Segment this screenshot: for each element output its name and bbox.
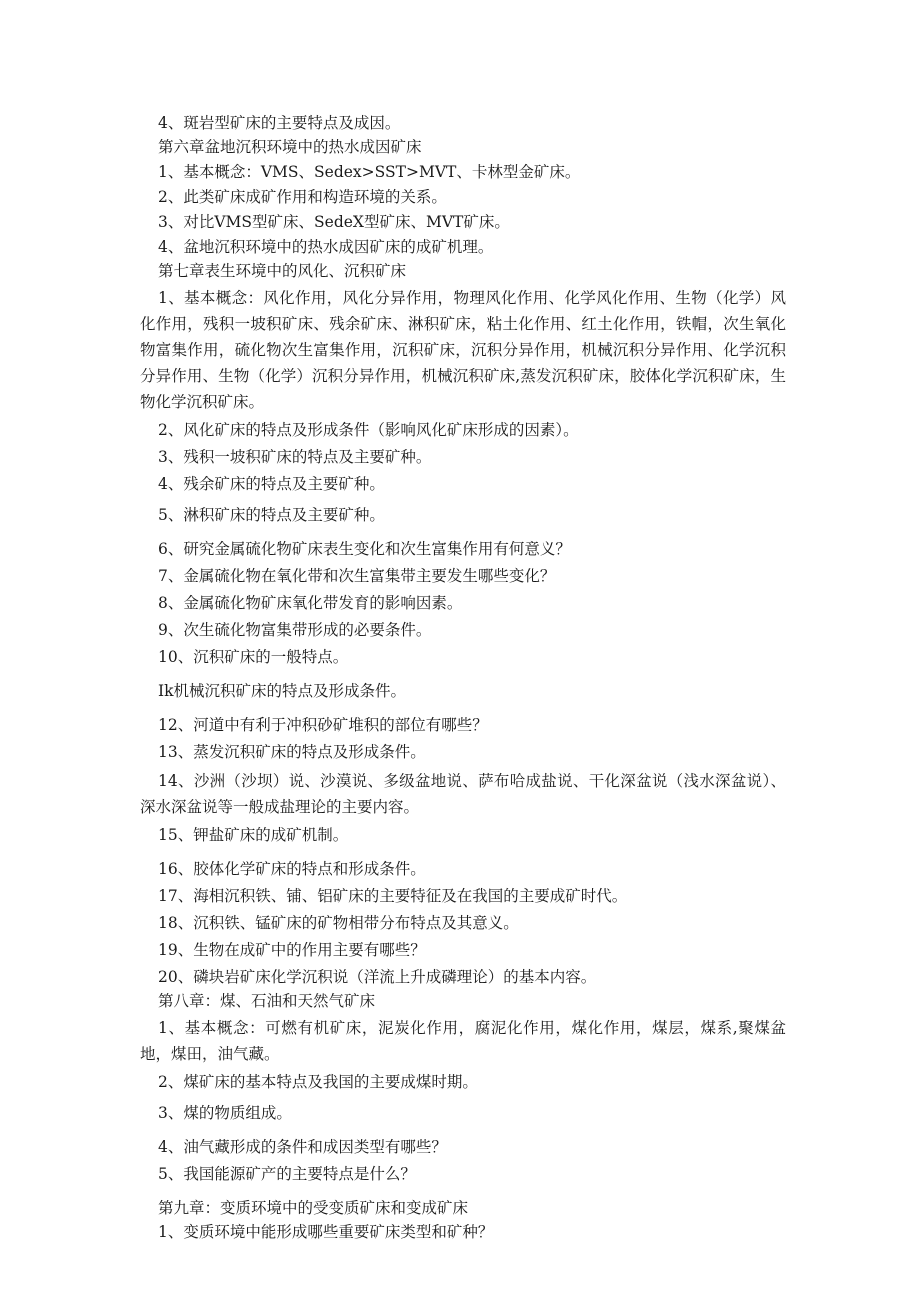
ch7-question-15: 15、钾盐矿床的成矿机制。 — [158, 826, 349, 844]
ch7-question-9: 9、次生硫化物富集带形成的必要条件。 — [158, 621, 432, 639]
ch7-question-16: 16、胶体化学矿床的特点和形成条件。 — [158, 860, 426, 878]
ch7-question-7: 7、金属硫化物在氧化带和次生富集带主要发生哪些变化？ — [158, 567, 556, 585]
ch8-question-2: 2、煤矿床的基本特点及我国的主要成煤时期。 — [158, 1073, 478, 1091]
question-4-porphyry: 4、斑岩型矿床的主要特点及成因。 — [158, 114, 401, 132]
ch7-question-13: 13、蒸发沉积矿床的特点及形成条件。 — [158, 743, 426, 761]
ch6-question-2: 2、此类矿床成矿作用和构造环境的关系。 — [158, 188, 447, 206]
ch6-question-3: 3、对比VMS型矿床、SedeX型矿床、MVT矿床。 — [158, 213, 510, 231]
ch7-question-4: 4、残余矿床的特点及主要矿种。 — [158, 475, 385, 493]
ch7-question-14: 14、沙洲（沙坝）说、沙漠说、多级盆地说、萨布哈成盐说、干化深盆说（浅水深盆说）、深水深盆说等一般成盐理论的主要内容。 — [140, 772, 786, 816]
ch7-question-17: 17、海相沉积铁、铺、铝矿床的主要特征及在我国的主要成矿时代。 — [158, 887, 628, 905]
ch7-question-2: 2、风化矿床的特点及形成条件（影响风化矿床形成的因素）。 — [158, 421, 579, 439]
ch8-question-1: 1、基本概念：可燃有机矿床，泥炭化作用，腐泥化作用，煤化作用，煤层，煤系,聚煤盆地，煤田，油气藏。 — [140, 1019, 786, 1063]
chapter-7-heading: 第七章表生环境中的风化、沉积矿床 — [158, 262, 407, 280]
ch7-question-12: 12、河道中有利于冲积砂矿堆积的部位有哪些？ — [158, 716, 488, 734]
document-page — [140, 112, 786, 1244]
ch8-question-3: 3、煤的物质组成。 — [158, 1104, 292, 1122]
ch7-question-11: Ik机械沉积矿床的特点及形成条件。 — [158, 682, 407, 700]
ch6-question-4: 4、盆地沉积环境中的热水成因矿床的成矿机理。 — [158, 238, 494, 256]
ch7-question-20: 20、磷块岩矿床化学沉积说（洋流上升成磷理论）的基本内容。 — [158, 968, 597, 986]
chapter-9-heading: 第九章：变质环境中的受变质矿床和变成矿床 — [158, 1199, 469, 1217]
ch9-question-1: 1、变质环境中能形成哪些重要矿床类型和矿种？ — [158, 1223, 494, 1241]
ch8-question-4: 4、油气藏形成的条件和成因类型有哪些？ — [158, 1138, 447, 1156]
ch7-question-10: 10、沉积矿床的一般特点。 — [158, 648, 349, 666]
ch6-question-1: 1、基本概念：VMS、Sedex>SST>MVT、卡林型金矿床。 — [158, 163, 581, 181]
ch8-question-5: 5、我国能源矿产的主要特点是什么？ — [158, 1165, 416, 1183]
ch7-question-18: 18、沉积铁、锰矿床的矿物相带分布特点及其意义。 — [158, 914, 519, 932]
chapter-6-heading: 第六章盆地沉积环境中的热水成因矿床 — [158, 138, 422, 156]
ch7-question-5: 5、淋积矿床的特点及主要矿种。 — [158, 506, 385, 524]
ch7-question-3: 3、残积一坡积矿床的特点及主要矿种。 — [158, 448, 432, 466]
ch7-question-6: 6、研究金属硫化物矿床表生变化和次生富集作用有何意义？ — [158, 540, 571, 558]
chapter-8-heading: 第八章：煤、石油和天然气矿床 — [158, 992, 376, 1010]
ch7-question-19: 19、生物在成矿中的作用主要有哪些？ — [158, 941, 426, 959]
ch7-question-8: 8、金属硫化物矿床氧化带发育的影响因素。 — [158, 594, 463, 612]
ch7-question-1: 1、基本概念：风化作用，风化分异作用，物理风化作用、化学风化作用、生物（化学）风化作用，残积一坡积矿床、残余矿床、淋积矿床，粘土化作用、红土化作用，铁帽，次生氧化物富集作用，硫化物次生富集作用，沉积矿床，沉积分异作用，机械沉积分异作用、化学沉积分异作用、生物（化学）沉积分异作用，机械沉积矿床,蒸发沉积矿床，胶体化学沉积矿床，生物化学沉积矿床。 — [140, 289, 786, 411]
